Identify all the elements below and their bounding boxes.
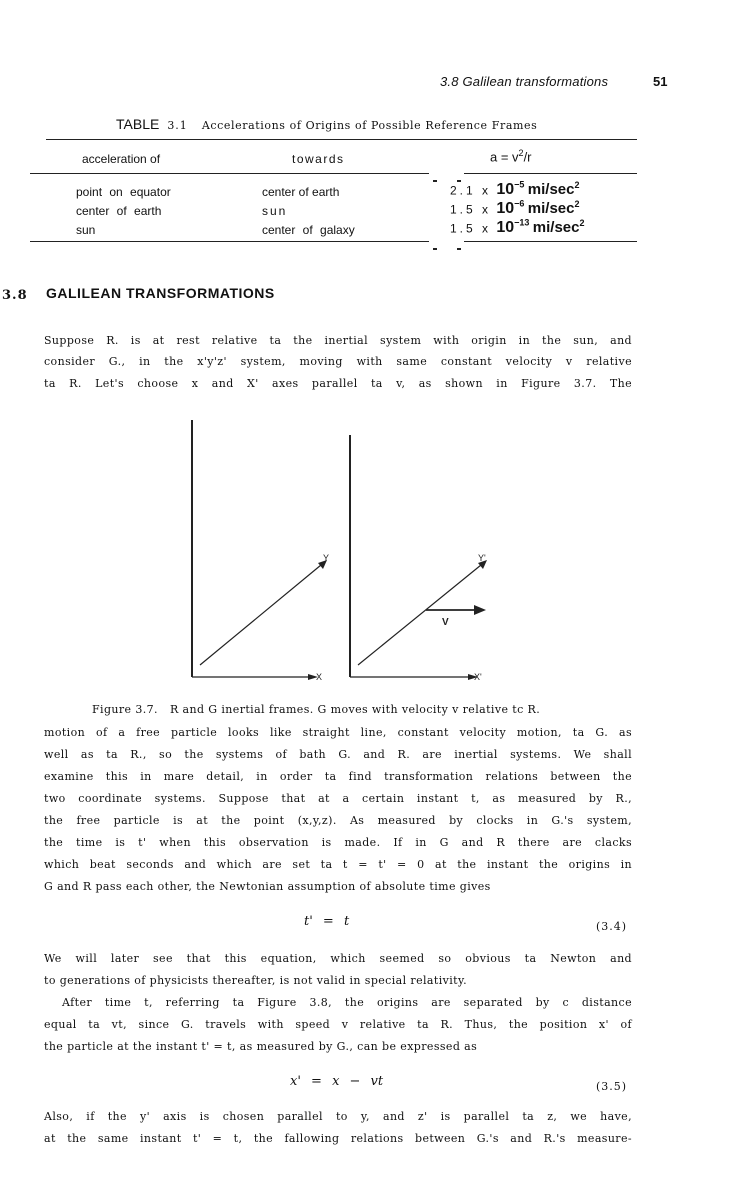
unit-text: mi/sec [527,181,575,199]
table-number: 3.1 [167,119,188,132]
right-y-label: Y' [478,553,486,563]
power-base: 10 [496,219,515,237]
power-exponent: −6 [514,199,525,209]
table-cell-value [450,180,579,199]
body-line: Suppose R. is at rest relative ta the inertial system with origin in the sun, and [44,334,632,347]
table-label: TABLE [116,116,160,132]
body-line: After time t, referring ta Figure 3.8, the origins are separated by c distance [62,996,632,1009]
formula-rhs: /r [523,149,532,165]
figure-caption-text: R and G inertial frames. G moves with velocity v relative tc R. [169,703,541,716]
figure-3-7 [178,415,508,687]
left-x-label: X [316,672,323,682]
body-line: the particle at the instant t' = t, as measured by G., can be expressed as [44,1040,478,1053]
body-line: which beat seconds and which are set ta t = t' = 0 at the instant the origins in [44,858,632,871]
table-header-formula [490,148,532,164]
table-cell-value [450,218,585,237]
table-cell-towards: center of earth [262,185,340,199]
table-header-rule [30,173,429,174]
equation-3-4: t' = t [304,914,350,929]
value-unit [528,181,580,198]
value-unit [533,219,585,236]
value-coefficient: 2.1 x [450,183,492,198]
power-base: 10 [496,200,515,218]
unit-exponent: 2 [574,199,580,210]
value-unit [528,200,580,217]
body-line: We will later see that this equation, which seemed so obvious ta Newton and [44,952,632,965]
section-number: 3.8 [2,288,28,303]
table-title: Accelerations of Origins of Possible Reference Frames [201,119,538,132]
unit-text: mi/sec [532,219,580,237]
body-line: consider G., in the x'y'z' system, moving with same constant velocity v relative [44,355,632,368]
table-header-rule-right [464,173,637,174]
body-line: to generations of physicists thereafter, is not valid in special relativity. [44,974,468,987]
power-base: 10 [496,181,515,199]
body-line: examine this in mare detail, in order ta find transformation relations between the [44,770,632,783]
body-line: Also, if the y' axis is chosen parallel to y, and z' is parallel ta z, we have, [44,1110,632,1123]
right-x-label: X' [474,672,482,682]
body-line: the time is t' when this observation is made. If in G and R there are clacks [44,836,632,849]
velocity-arrowhead [474,605,486,615]
table-cell-acceleration: center of earth [76,204,162,218]
figure-caption-label: Figure 3.7. [92,703,158,716]
body-line: G and R pass each other, the Newtonian assumption of absolute time gives [44,880,491,893]
equation-number-3-5: (3.5) [596,1080,628,1093]
unit-text: mi/sec [527,200,575,218]
formula-exponent: 2 [518,148,524,158]
table-cell-acceleration: point on equator [76,185,171,199]
table-cell-towards: center of galaxy [262,223,355,237]
body-line: ta R. Let's choose x and X' axes parallel ta v, as shown in Figure 3.7. The [44,377,632,390]
unit-exponent: 2 [579,218,585,229]
body-line: the free particle is at the point (x,y,z). As measured by clocks in G.'s system, [44,814,632,827]
table-caption [116,116,537,132]
section-title: GALILEAN TRANSFORMATIONS [46,285,275,301]
value-power [496,200,524,217]
right-y-axis [358,565,481,665]
value-coefficient: 1.5 x [450,221,492,236]
body-line: well as ta R., so the systems of bath G. and R. are inertial systems. We shall [44,748,632,761]
page-number: 51 [653,74,668,89]
table-bottom-rule [30,241,429,242]
power-exponent: −5 [514,180,525,190]
table-tick [433,248,437,250]
figure-caption [92,703,540,716]
formula-lhs: a = v [490,149,519,165]
running-head: 3.8 Galilean transformations [440,74,609,89]
equation-3-5: x' = x − vt [290,1074,384,1089]
body-line: motion of a free particle looks like straight line, constant velocity motion, ta G. as [44,726,632,739]
value-power [496,181,524,198]
table-tick [457,248,461,250]
body-line: equal ta vt, since G. travels with speed v relative ta R. Thus, the position x' of [44,1018,632,1031]
table-cell-towards: sun [262,204,288,218]
value-power [496,219,529,236]
unit-exponent: 2 [574,180,580,191]
table-top-rule [46,139,637,140]
value-coefficient: 1.5 x [450,202,492,217]
table-cell-acceleration: sun [76,223,96,237]
table-bottom-rule-right [464,241,637,242]
table-header-acceleration: acceleration of [82,152,161,166]
body-line: two coordinate systems. Suppose that at a certain instant t, as measured by R., [44,792,632,805]
body-line: at the same instant t' = t, the fallowing relations between G.'s and R.'s measure- [44,1132,632,1145]
table-tick [433,180,437,182]
left-y-label: Y [323,553,330,563]
equation-number-3-4: (3.4) [596,920,628,933]
velocity-label: V [442,617,449,628]
figure-diagram [178,415,508,687]
table-header-towards: towards [292,152,345,166]
table-cell-value [450,199,579,218]
power-exponent: −13 [514,218,530,228]
left-y-axis [200,565,321,665]
